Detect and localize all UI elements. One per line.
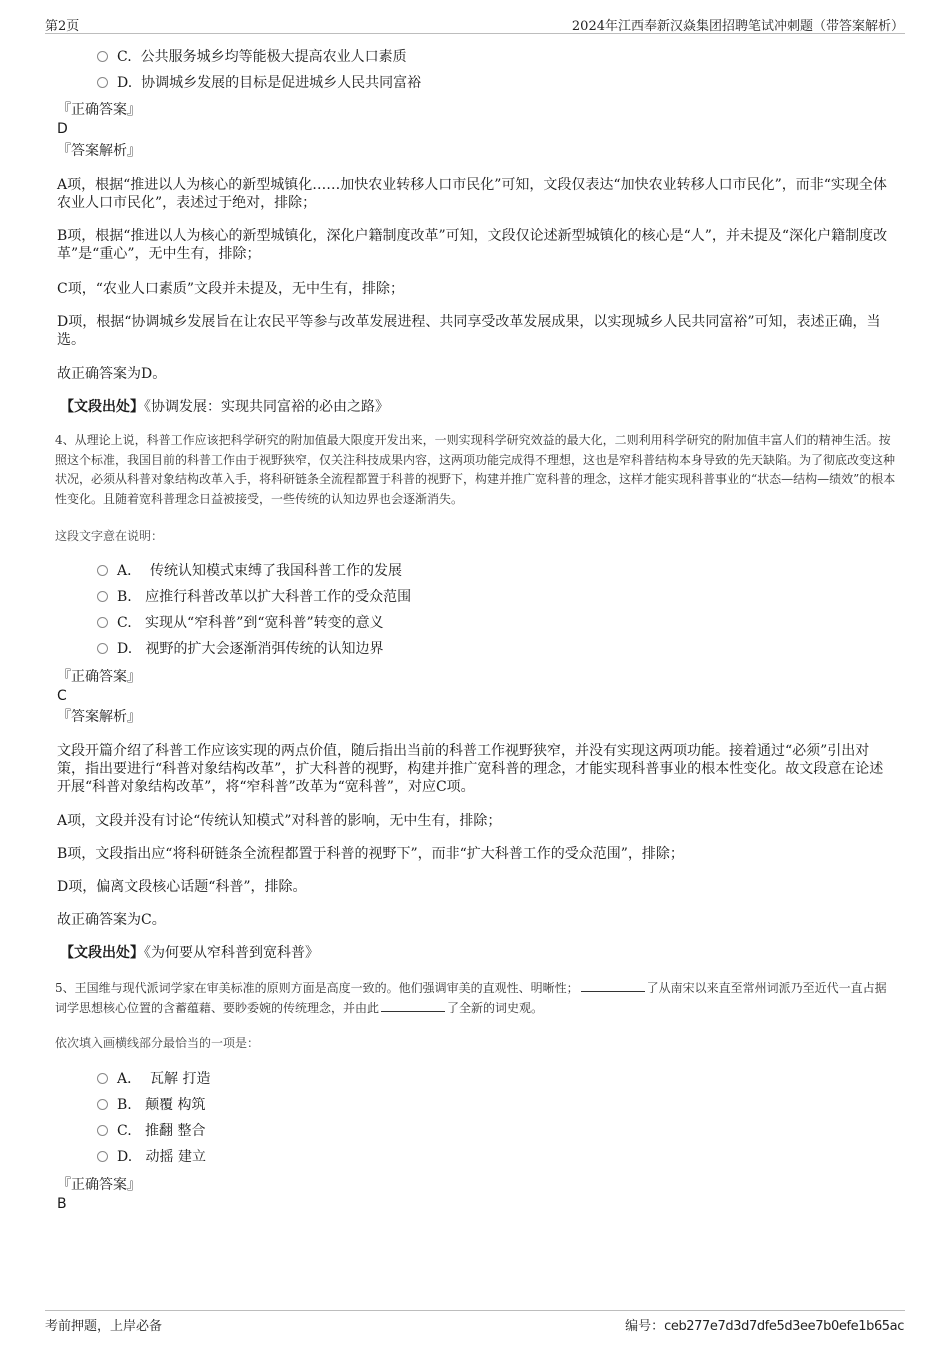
q3-source: 【文段出处】《协调发展：实现共同富裕的必由之路》: [60, 399, 389, 415]
document-title: 2024年江西奉新汉焱集团招聘笔试冲刺题（带答案解析）: [571, 19, 904, 34]
footer-code: 编号：ceb277e7d3d7dfe5d3ee7b0efe1b65ac: [625, 1319, 904, 1334]
q3-answer: D: [57, 121, 68, 137]
q4-answer: C: [57, 688, 67, 704]
q4-analysis-main: 文段开篇介绍了科普工作应该实现的两点价值，随后指出当前的科普工作视野狭窄，并没有实现这两项功能。接着通过“必须”引出对策，指出要进行“科普对象结构改革”，扩大科普的视野，构建并推广宽科普的理念，才能实现科普事业的根本性变化。故文段意在论述开展“科普对象结构改革”，将“窄科普”改革为“宽科普”，对应C项。: [57, 743, 884, 795]
q5-answer: B: [57, 1196, 67, 1212]
q4-source: 【文段出处】《为何要从窄科普到宽科普》: [60, 945, 319, 961]
radio-icon[interactable]: [97, 1125, 108, 1136]
q5-option-d[interactable]: D. 动摇 建立: [97, 1148, 206, 1166]
q3-analysis-c: C项，“农业人口素质”文段并未提及，无中生有，排除；: [57, 281, 405, 297]
q3-option-c[interactable]: C. 公共服务城乡均等能极大提高农业人口素质: [97, 48, 407, 66]
q4-ask: 这段文字意在说明：: [55, 529, 164, 543]
q4-option-d[interactable]: D. 视野的扩大会逐渐消弭传统的认知边界: [97, 640, 384, 658]
q5-option-b[interactable]: B. 颠覆 构筑: [97, 1096, 206, 1114]
q3-conclusion: 故正确答案为D。: [57, 366, 167, 382]
fill-blank-1[interactable]: [581, 980, 645, 992]
q4-conclusion: 故正确答案为C。: [57, 912, 166, 928]
q4-option-c[interactable]: C. 实现从“窄科普”到“宽科普”转变的意义: [97, 614, 384, 632]
q4-analysis-d: D项，偏离文段核心话题“科普”，排除。: [57, 879, 307, 895]
q4-analysis-b: B项，文段指出应“将科研链条全流程都置于科普的视野下”，而非“扩大科普工作的受众范围”，排除；: [57, 846, 684, 862]
q4-analysis-a: A项，文段并没有讨论“传统认知模式”对科普的影响，无中生有，排除；: [57, 813, 502, 829]
q5-option-a[interactable]: A． 瓦解 打造: [97, 1070, 210, 1088]
radio-icon[interactable]: [97, 643, 108, 654]
radio-icon[interactable]: [97, 77, 108, 88]
q5-option-c[interactable]: C. 推翻 整合: [97, 1122, 205, 1140]
q3-answer-label: 『正确答案』: [57, 102, 141, 118]
header-divider: [45, 33, 905, 34]
radio-icon[interactable]: [97, 617, 108, 628]
fill-blank-2[interactable]: [381, 1000, 445, 1012]
q3-analysis-d: D项，根据“协调城乡发展旨在让农民平等参与改革发展进程、共同享受改革发展成果，以实现城乡人民共同富裕”可知，表述正确，当选。: [57, 314, 881, 348]
q4-option-a[interactable]: A． 传统认知模式束缚了我国科普工作的发展: [97, 562, 402, 580]
q5-answer-label: 『正确答案』: [57, 1177, 141, 1193]
page-number: 第2页: [45, 19, 80, 34]
q3-analysis-b: B项，根据“推进以人为核心的新型城镇化，深化户籍制度改革”可知，文段仅论述新型城镇化的核心是“人”，并未提及“深化户籍制度改革”是“重心”，无中生有，排除；: [57, 228, 888, 262]
footer-slogan: 考前押题，上岸必备: [45, 1319, 163, 1334]
radio-icon[interactable]: [97, 1099, 108, 1110]
radio-icon[interactable]: [97, 1073, 108, 1084]
q4-answer-label: 『正确答案』: [57, 669, 141, 685]
q3-option-d[interactable]: D. 协调城乡发展的目标是促进城乡人民共同富裕: [97, 74, 421, 92]
q5-stem: 5、王国维与现代派词学家在审美标准的原则方面是高度一致的。他们强调审美的直观性、明晰性； 了从南宋以来直至常州词派乃至近代一直占据词学思想核心位置的含蓄蕴藉、要眇委婉的传统理念，并由此 了全新的词史观。: [55, 981, 887, 1015]
q4-option-b[interactable]: B. 应推行科普改革以扩大科普工作的受众范围: [97, 588, 411, 606]
radio-icon[interactable]: [97, 1151, 108, 1162]
q3-analysis-a: A项，根据“推进以人为核心的新型城镇化……加快农业转移人口市民化”可知，文段仅表达“加快农业转移人口市民化”，而非“实现全体农业人口市民化”，表述过于绝对，排除；: [57, 177, 887, 211]
q4-analysis-label: 『答案解析』: [57, 709, 141, 725]
footer-divider: [45, 1310, 905, 1311]
q5-ask: 依次填入画横线部分最恰当的一项是：: [55, 1036, 260, 1050]
q3-analysis-label: 『答案解析』: [57, 143, 141, 159]
radio-icon[interactable]: [97, 51, 108, 62]
q4-stem: 4、从理论上说，科普工作应该把科学研究的附加值最大限度开发出来，一则实现科学研究效益的最大化，二则利用科学研究的附加值丰富人们的精神生活。按照这个标准，我国目前的科普工作由于视野狭窄，仅关注科技成果内容，这两项功能完成得不理想，这也是窄科普结构本身导致的先天缺陷。为了彻底改变这种状况，必须从科普对象结构改革入手，将科研链条全流程都置于科普的视野下，构建并推广宽科普的理念，这样才能实现科普事业的“状态—结构—绩效”的根本性变化。且随着宽科普理念日益被接受，一些传统的认知边界也会逐渐消失。: [55, 433, 896, 506]
radio-icon[interactable]: [97, 565, 108, 576]
radio-icon[interactable]: [97, 591, 108, 602]
